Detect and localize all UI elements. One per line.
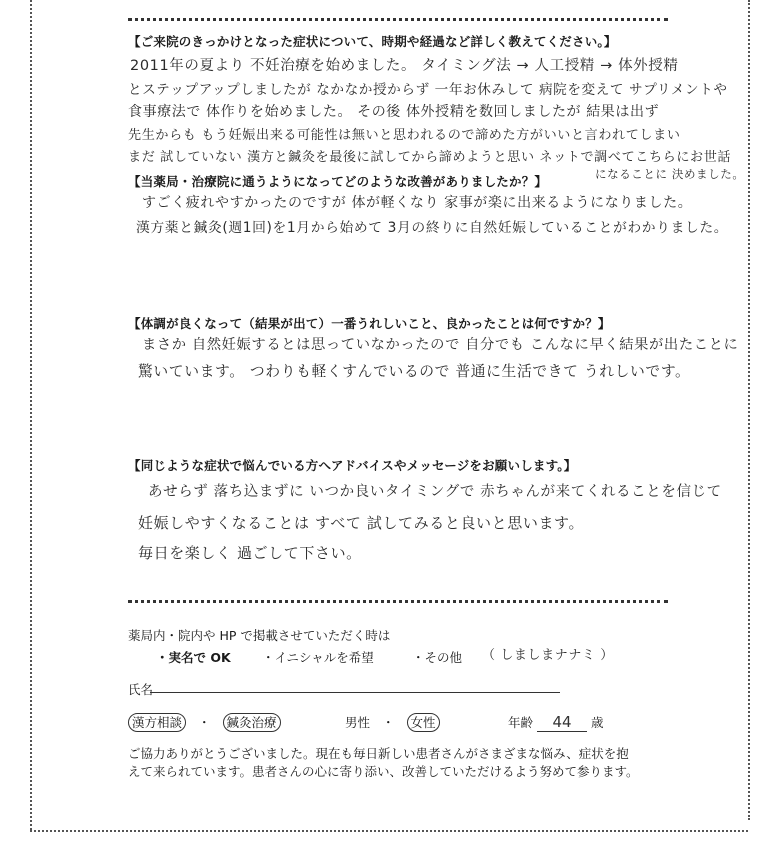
publish-option-other[interactable]: ・その他 [412,650,463,665]
answer-1-line-2: とステップアップしましたが なかなか授からず 一年お休みして 病院を変えて サプリメントや [128,82,728,98]
answer-4-line-2: 妊娠しやすくなることは すべて 試してみると良いと思います。 [138,514,585,532]
thanks-line-1: ご協力ありがとうございました。現在も毎日新しい患者さんがさまざまな悩み、症状を抱 [128,746,629,761]
gender-row [345,713,440,731]
age-value[interactable]: 44 [537,713,587,732]
name-field-line[interactable] [150,692,560,693]
gender-male[interactable]: 男性 [345,715,371,730]
left-border [30,0,40,830]
answer-1-line-4: 先生からも もう妊娠出来る可能性は無いと思われるので諦めた方がいいと言われてしまい [128,128,681,143]
service-acupuncture[interactable]: 鍼灸治療 [223,713,281,732]
question-3: 【体調が良くなって（結果が出て）一番うれしいこと、良かったことは何ですか？】 [128,316,611,331]
publish-option-real-name[interactable]: ・実名で OK [156,650,231,665]
publish-nickname: （ しましまナナミ ） [482,648,614,663]
answer-1-line-5: まだ 試していない 漢方と鍼灸を最後に試してから諦めようと思い ネットで調べてこちらにお世話 [128,150,732,165]
answer-1-line-3: 食事療法で 体作りを始めました。 その後 体外授精を数回しましたが 結果は出ず [128,104,660,120]
answer-1-line-1: 2011年の夏より 不妊治療を始めました。 タイミング法 → 人工授精 → 体外授精 [130,58,679,74]
answer-3-line-2: 驚いています。 つわりも軽くすんでいるので 普通に生活できて うれしいです。 [138,363,691,380]
thanks-line-2: えて来られています。患者さんの心に寄り添い、改善していただけるよう努めて参ります。 [128,764,639,779]
answer-4-line-3: 毎日を楽しく 過ごして下さい。 [138,544,362,562]
right-border [740,0,750,820]
gender-separator: ・ [382,715,395,730]
question-2: 【当薬局・治療院に通うようになってどのような改善がありましたか？】 [128,174,548,189]
age-row [508,713,604,732]
answer-1-line-6: になることに 決めました。 [595,167,745,181]
question-1: 【ご来院のきっかけとなった症状について、時期や経過など詳しく教えてください。】 [128,34,617,49]
answer-4-line-1: あせらず 落ち込まずに いつか良いタイミングで 赤ちゃんが来てくれることを信じて [148,484,722,500]
publish-heading: 薬局内・院内や HP で掲載させていただく時は [128,628,391,643]
answer-2-line-2: 漢方薬と鍼灸(週1回)を1月から始めて 3月の終りに自然妊娠していることがわかりました。 [136,220,729,236]
gender-female[interactable]: 女性 [407,713,440,732]
answer-3-line-1: まさか 自然妊娠するとは思っていなかったので 自分でも こんなに早く結果が出たことに [142,337,739,353]
dotted-divider-top [128,18,668,25]
publish-option-initials[interactable]: ・イニシャルを希望 [262,650,374,665]
dotted-divider-bottom [128,600,668,607]
age-label: 年齢 [508,715,534,730]
service-separator: ・ [198,715,211,730]
bottom-border [30,822,748,832]
answer-2-line-1: すごく疲れやすかったのですが 体が軽くなり 家事が楽に出来るようになりました。 [142,195,693,211]
age-unit: 歳 [590,715,604,730]
name-label: 氏名 [128,682,154,697]
service-kampo-consult[interactable]: 漢方相談 [128,713,186,732]
question-4: 【同じような症状で悩んでいる方へアドバイスやメッセージをお願いします。】 [128,458,577,473]
service-row [128,713,281,731]
